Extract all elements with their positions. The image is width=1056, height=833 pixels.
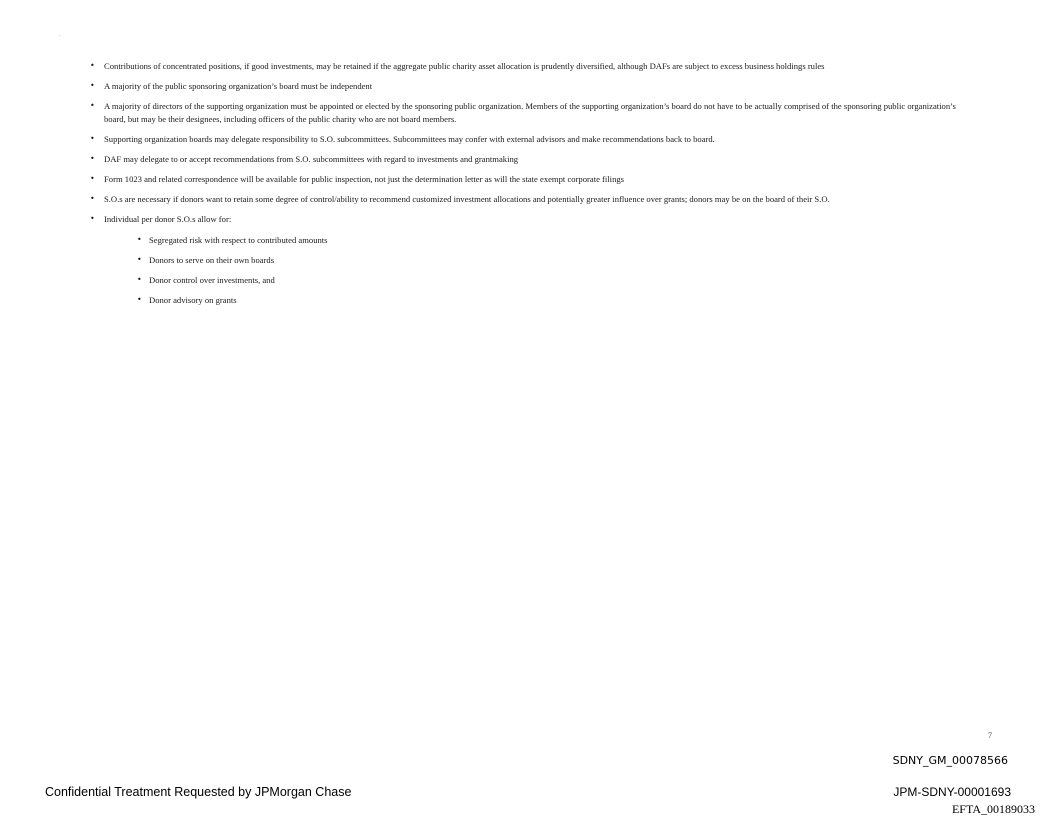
bullet-text: S.O.s are necessary if donors want to retain some degree of control/ability to recommend customized investment allocations and potentially greater influence over grants; donors may be on the board of their S.O. — [104, 194, 830, 205]
sub-list-item — [137, 254, 970, 267]
bullet-icon: • — [90, 101, 95, 111]
sub-bullet-text: Donor advisory on grants — [149, 294, 237, 305]
bullet-text: Individual per donor S.O.s allow for: — [104, 214, 232, 225]
bates-number-efta: EFTA_00189033 — [951, 802, 1035, 816]
bullet-icon: • — [137, 294, 142, 304]
bullet-list — [90, 60, 970, 314]
bullet-icon: • — [137, 274, 142, 284]
sub-list-item — [137, 274, 970, 287]
bullet-text: DAF may delegate to or accept recommendations from S.O. subcommittees with regard to investments and grantmaking — [104, 153, 519, 164]
bates-number-jpm: JPM-SDNY-00001693 — [893, 785, 1011, 799]
sub-list-item — [137, 234, 970, 247]
list-item — [90, 100, 970, 125]
bullet-text: A majority of the public sponsoring organization’s board must be independent — [104, 81, 373, 92]
list-item — [90, 133, 970, 146]
bullet-icon: • — [90, 194, 95, 204]
bullet-text: Supporting organization boards may delegate responsibility to S.O. subcommittees. Subcommittees may confer with external advisors and make recommendations back to board. — [104, 133, 715, 144]
sub-list-item — [137, 294, 970, 307]
sub-bullet-text: Donors to serve on their own boards — [149, 254, 275, 265]
bullet-icon: • — [90, 81, 95, 91]
sub-bullet-list — [104, 234, 970, 307]
bullet-icon: • — [90, 61, 95, 70]
confidential-notice: Confidential Treatment Requested by JPMorgan Chase — [45, 785, 352, 799]
bates-number-sdny: SDNY_GM_00078566 — [892, 754, 1008, 767]
list-item — [90, 80, 970, 93]
sub-bullet-text: Donor control over investments, and — [149, 274, 275, 285]
page-mark: . — [59, 32, 61, 38]
bullet-text: Contributions of concentrated positions, if good investments, may be retained if the aggregate public charity asset allocation is prudently diversified, although DAFs are subject to excess business holdings rules — [104, 61, 825, 71]
list-item — [90, 193, 970, 206]
bullet-text: Form 1023 and related correspondence will be available for public inspection, not just the determination letter as will the state exempt corporate filings — [104, 173, 625, 184]
bullet-icon: • — [137, 254, 142, 264]
bullet-icon: • — [137, 234, 142, 244]
bullet-icon: • — [90, 133, 95, 143]
list-item — [90, 213, 970, 306]
bullet-icon: • — [90, 153, 95, 163]
page-number: 7 — [988, 731, 992, 740]
list-item — [90, 153, 970, 166]
bullet-icon: • — [90, 214, 95, 224]
list-item — [90, 173, 970, 186]
sub-bullet-text: Segregated risk with respect to contributed amounts — [149, 234, 328, 245]
bullet-text: A majority of directors of the supporting organization must be appointed or elected by the sponsoring public organization. Members of the supporting organization’s board do not have to be actually comprised of the sponsoring public organization’s board, but may be their designees, including officers of the public charity who are not board members. — [104, 101, 956, 124]
list-item — [90, 60, 970, 73]
bullet-icon: • — [90, 173, 95, 183]
